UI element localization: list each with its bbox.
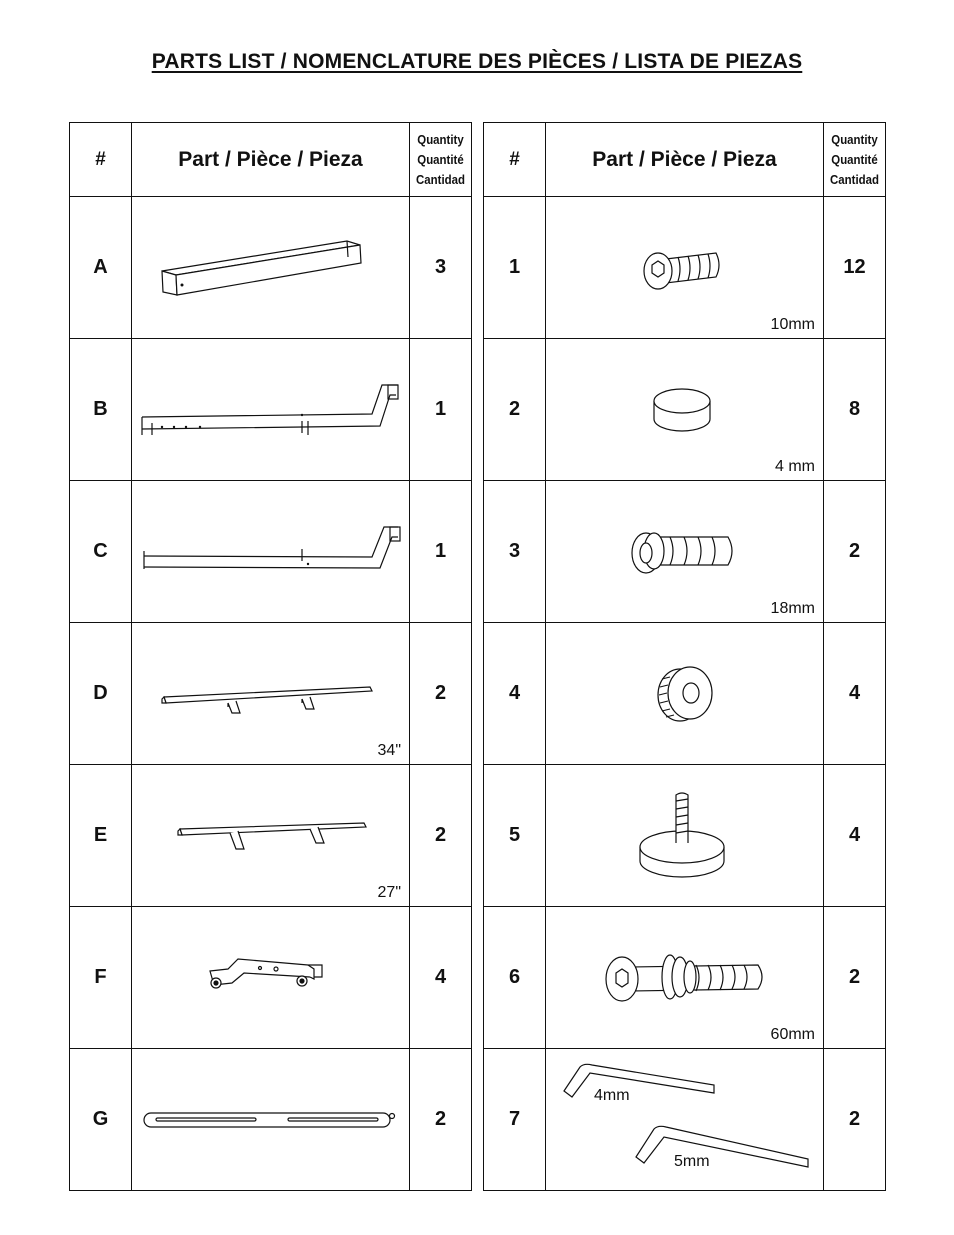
part-cell [132,1049,410,1191]
part-id: B [70,339,132,481]
table-row [484,1049,886,1191]
part-id: G [70,1049,132,1191]
part-quantity: 4 [824,765,886,907]
part-id: 5 [484,765,546,907]
header-number: # [484,123,546,197]
part-quantity: 1 [410,339,472,481]
part-id: E [70,765,132,907]
part-id: C [70,481,132,623]
table-row [70,1049,472,1191]
part-quantity: 3 [410,197,472,339]
bent-bar-icon [132,481,410,623]
part-cell [546,907,824,1049]
part-cell [132,481,410,623]
part-cell [132,339,410,481]
part-size-label: 4 mm [775,458,815,475]
part-quantity: 2 [824,1049,886,1191]
part-quantity: 2 [824,907,886,1049]
part-id: 1 [484,197,546,339]
part-cell [546,1049,824,1191]
slotted-bar-icon [132,1049,410,1191]
part-cell [132,623,410,765]
part-quantity: 4 [410,907,472,1049]
part-cell [546,765,824,907]
header-quantity: Quantity Quantité Cantidad [410,123,472,197]
rail-icon [132,623,410,765]
part-size-label: 5mm [674,1153,710,1170]
part-size-label: 34" [377,742,401,759]
table-row [70,197,472,339]
part-id: A [70,197,132,339]
part-cell [546,481,824,623]
square-tube-icon [132,197,410,339]
part-cell [132,765,410,907]
part-quantity: 2 [410,765,472,907]
part-quantity: 1 [410,481,472,623]
table-row [484,339,886,481]
table-row [484,765,886,907]
table-row [70,765,472,907]
parts-table-right [483,122,886,1191]
table-row [70,481,472,623]
part-quantity: 2 [410,623,472,765]
part-cell [132,907,410,1049]
part-id: 7 [484,1049,546,1191]
table-row [70,907,472,1049]
table-row [484,197,886,339]
leveling-foot-icon [546,765,824,907]
part-cell [546,197,824,339]
table-row [484,481,886,623]
part-cell [546,623,824,765]
part-size-label: 27" [377,884,401,901]
part-quantity: 2 [824,481,886,623]
header-part: Part / Pièce / Pieza [132,123,410,197]
part-quantity: 2 [410,1049,472,1191]
part-id: D [70,623,132,765]
header-number: # [70,123,132,197]
header-quantity: Quantity Quantité Cantidad [824,123,886,197]
part-quantity: 4 [824,623,886,765]
knurled-nut-icon [546,623,824,765]
part-cell [546,339,824,481]
part-quantity: 12 [824,197,886,339]
page-title: PARTS LIST / NOMENCLATURE DES PIÈCES / LISTA DE PIEZAS [151,50,803,73]
part-size-label: 4mm [594,1087,630,1104]
part-size-label: 10mm [770,316,815,333]
table-row [70,339,472,481]
table-header [70,123,472,197]
part-size-label: 60mm [770,1026,815,1043]
table-header [484,123,886,197]
part-id: 3 [484,481,546,623]
header-part: Part / Pièce / Pieza [546,123,824,197]
part-quantity: 8 [824,339,886,481]
rail-icon [132,765,410,907]
part-cell [132,197,410,339]
bent-bar-icon [132,339,410,481]
table-row [484,907,886,1049]
part-id: F [70,907,132,1049]
part-id: 6 [484,907,546,1049]
part-id: 2 [484,339,546,481]
table-row [70,623,472,765]
bracket-icon [132,907,410,1049]
part-size-label: 18mm [770,600,815,617]
part-id: 4 [484,623,546,765]
table-row [484,623,886,765]
parts-table-left [69,122,472,1191]
